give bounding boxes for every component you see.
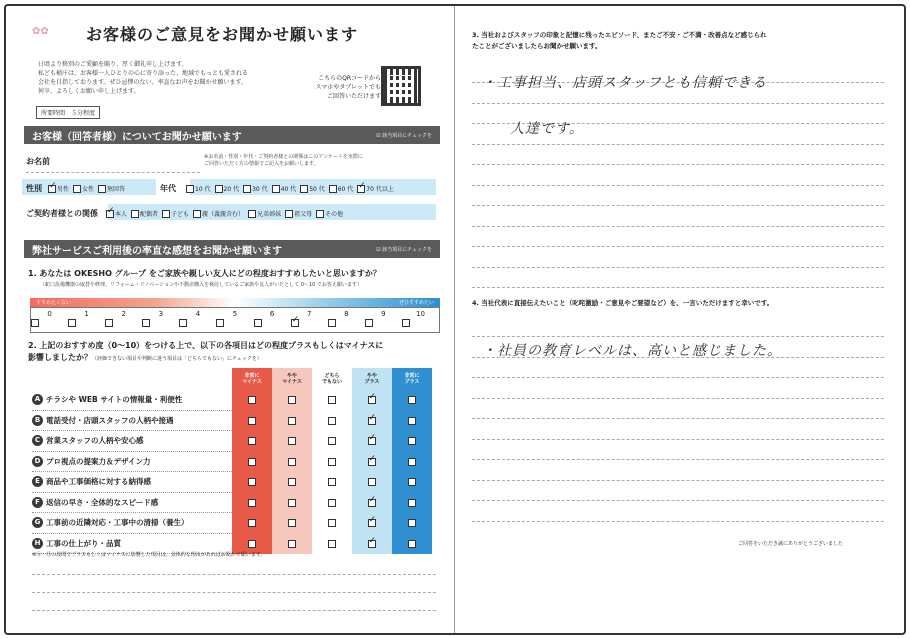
- age-row: [160, 183, 398, 194]
- answer-line[interactable]: [472, 377, 884, 378]
- checkbox[interactable]: [328, 437, 336, 445]
- logo-icon: ✿✿: [32, 26, 49, 37]
- question1-text: 1. あなたは OKESHO グループ をご家族や親しい友人にどの程度おすすめしたいと思いますか？: [28, 269, 381, 278]
- thanks-text: ご回答をいただき誠にありがとうございました: [738, 541, 844, 547]
- rating-cell: [312, 472, 352, 493]
- checkbox[interactable]: [248, 499, 256, 507]
- checkbox[interactable]: [131, 210, 139, 218]
- checkbox[interactable]: [408, 478, 416, 486]
- age-option-70plus[interactable]: [357, 184, 394, 193]
- checkbox[interactable]: [243, 185, 251, 193]
- section2-title: 弊社サービスご利用後の率直な感想をお聞かせ願います: [32, 245, 282, 257]
- rating-cell: [272, 472, 312, 493]
- checkbox[interactable]: [254, 319, 262, 327]
- scale-number: 1: [84, 310, 89, 318]
- checkbox[interactable]: [408, 396, 416, 404]
- question2-text: [28, 340, 438, 365]
- check-note-text: 該当項目にチェックを: [382, 246, 432, 253]
- relation-option[interactable]: [248, 209, 281, 218]
- option-label: 50 代: [309, 186, 325, 193]
- rating-item: [32, 411, 232, 432]
- relation-option[interactable]: [162, 209, 189, 218]
- rating-cell: [312, 431, 352, 452]
- rating-cell: [232, 472, 272, 493]
- section1-title: お客様（回答者様）についてお聞かせ願います: [32, 131, 242, 143]
- scale-number: 9: [381, 310, 386, 318]
- scale-number: 5: [232, 310, 238, 318]
- rating-cell: [272, 411, 312, 432]
- name-label: お名前: [26, 157, 50, 166]
- answer-line[interactable]: [472, 103, 884, 104]
- checkbox[interactable]: [368, 540, 376, 548]
- column-plus: やや プラス: [352, 368, 392, 390]
- checkbox[interactable]: [368, 478, 376, 486]
- answer-line[interactable]: [472, 185, 884, 186]
- rating-cell: [272, 390, 312, 411]
- answer-line[interactable]: [472, 267, 884, 268]
- question1-subtext: （蛇口設備機器の取替や修理、リフォーム・リノベーションや不動産購入を検討しているご家族や友人がいたとして 0〜10 でお答え願います）: [40, 282, 362, 288]
- option-label: 配偶者: [140, 211, 159, 218]
- answer-line[interactable]: [472, 336, 884, 337]
- age-option[interactable]: [329, 184, 354, 193]
- rating-item: [32, 390, 232, 411]
- rating-table-body: [32, 390, 432, 554]
- checkbox[interactable]: [216, 319, 224, 327]
- answer-line[interactable]: [472, 480, 884, 481]
- checkbox[interactable]: [300, 185, 308, 193]
- checkbox[interactable]: [365, 319, 373, 327]
- scale-option-3[interactable]: [142, 308, 179, 332]
- rating-cell: [312, 390, 352, 411]
- item-label: 工事前の近隣対応・工事中の清掃（養生）: [46, 518, 189, 528]
- item-badge: D: [32, 456, 43, 467]
- scale-number: 6: [269, 310, 275, 318]
- gender-option-none[interactable]: [98, 184, 125, 193]
- checkbox[interactable]: [248, 540, 256, 548]
- rating-cell: [272, 534, 312, 555]
- gender-label: 性別: [26, 184, 42, 193]
- checkbox[interactable]: [73, 185, 81, 193]
- checkbox[interactable]: [179, 319, 187, 327]
- option-label: その他: [325, 211, 344, 218]
- checkbox[interactable]: [402, 319, 410, 327]
- checkbox[interactable]: [328, 478, 336, 486]
- checkbox[interactable]: [368, 499, 376, 507]
- name-note: [204, 154, 440, 168]
- section2-footnote: ※Ⓐ〜Ⓗの設問でプラスもしくはマイナスに影響した項目は、具体的な理由があればお聞かせ願います。: [32, 552, 266, 558]
- rating-cell: [232, 493, 272, 514]
- checkbox[interactable]: [68, 319, 76, 327]
- checkbox[interactable]: [368, 396, 376, 404]
- rating-cell: [272, 513, 312, 534]
- table-row: [32, 431, 432, 452]
- item-badge: A: [32, 394, 43, 405]
- reason-line[interactable]: [32, 610, 436, 611]
- option-label: 70 代以上: [366, 186, 394, 193]
- item-label: チラシや WEB サイトの情報量・利便性: [46, 395, 183, 405]
- age-option[interactable]: [186, 184, 211, 193]
- scale-option-6[interactable]: [254, 308, 291, 332]
- qr-caption-line: ご回答いただけます: [326, 93, 381, 100]
- question3-text: [472, 30, 884, 52]
- item-badge: E: [32, 476, 43, 487]
- option-label: 20 代: [223, 186, 240, 193]
- checkbox[interactable]: [288, 540, 296, 548]
- answer-line[interactable]: [472, 418, 884, 419]
- question2-note: （評価できない項目や判断に迷う項目は「どちらでもない」にチェックを）: [92, 356, 262, 362]
- rating-cell: [352, 493, 392, 514]
- page-title: お客様のご意見をお聞かせ願います: [86, 25, 359, 44]
- check-note-text: 該当項目にチェックを: [382, 132, 432, 139]
- rating-cell: [232, 390, 272, 411]
- checkbox[interactable]: [357, 185, 365, 193]
- checkbox[interactable]: [408, 458, 416, 466]
- age-label: 年代: [160, 184, 176, 193]
- option-label: 本人: [115, 211, 128, 218]
- option-label: 女性: [82, 186, 95, 193]
- checkbox[interactable]: [328, 540, 336, 548]
- rating-cell: [352, 390, 392, 411]
- recommend-scale: [30, 307, 440, 333]
- relation-option[interactable]: [131, 209, 158, 218]
- scale-number: 8: [344, 310, 349, 318]
- scale-option-9[interactable]: [365, 308, 402, 332]
- answer-line[interactable]: [472, 439, 884, 440]
- option-label: 無回答: [107, 186, 126, 193]
- age-option[interactable]: [243, 184, 268, 193]
- name-field[interactable]: [26, 172, 200, 173]
- rating-cell: [352, 513, 392, 534]
- relation-row: [26, 208, 347, 219]
- rating-cell: [352, 411, 392, 432]
- checkbox[interactable]: [48, 185, 56, 193]
- checkbox[interactable]: [248, 437, 256, 445]
- checkbox[interactable]: [316, 210, 324, 218]
- scale-option-4[interactable]: [179, 308, 216, 332]
- option-label: 40 代: [280, 186, 297, 193]
- question2-line2-wrap: [28, 352, 438, 365]
- item-label: 電話受付・店頭スタッフの人柄や接遇: [46, 415, 174, 425]
- checkbox[interactable]: [248, 519, 256, 527]
- item-badge: G: [32, 517, 43, 528]
- table-row: [32, 411, 432, 432]
- checkbox[interactable]: [248, 417, 256, 425]
- scale-right-label: ぜひすすめたい: [398, 300, 434, 306]
- question3-answer-line1: ・工事担当、店頭スタッフとも信頼できる: [482, 75, 767, 91]
- answer-line[interactable]: [472, 500, 884, 501]
- scale-option-0[interactable]: [31, 308, 68, 332]
- checkbox[interactable]: [162, 210, 170, 218]
- answer-line[interactable]: [472, 521, 884, 522]
- relation-option[interactable]: [316, 209, 343, 218]
- rating-cell: [392, 534, 432, 555]
- checkbox[interactable]: [328, 519, 336, 527]
- option-label: 兄弟姉妹: [257, 211, 282, 218]
- answer-line[interactable]: [472, 246, 884, 247]
- page-divider: [454, 6, 455, 633]
- answer-line[interactable]: [472, 459, 884, 460]
- intro-text: [38, 60, 298, 96]
- check-note: ☑ 該当項目にチェックを: [376, 132, 432, 139]
- question2-line2: 影響しましたか？: [28, 353, 92, 362]
- reason-line[interactable]: [32, 574, 436, 575]
- checkbox[interactable]: [288, 458, 296, 466]
- section2-header: [24, 240, 440, 258]
- checkbox[interactable]: [106, 210, 114, 218]
- scale-option-5[interactable]: [216, 308, 253, 332]
- gender-row: [26, 183, 129, 194]
- answer-line[interactable]: [472, 164, 884, 165]
- rating-cell: [352, 534, 392, 555]
- rating-table-header: [32, 368, 432, 390]
- qr-caption-line: スマホやタブレットでも: [315, 84, 381, 91]
- question2-line1: 2. 上記のおすすめ度（0〜10）をつける上で、以下の各項目はどの程度プラスもしくはマイナスに: [28, 341, 384, 350]
- qr-caption-line: こちらのQRコードから: [318, 75, 381, 82]
- option-label: 祖父母: [294, 211, 313, 218]
- column-neutral: どちら でもない: [312, 368, 352, 390]
- intro-line: 日頃より格別のご愛顧を賜り、厚く御礼申し上げます。: [38, 61, 188, 68]
- rating-item: [32, 431, 232, 452]
- item-badge: C: [32, 435, 43, 446]
- checkbox[interactable]: [408, 519, 416, 527]
- checkbox[interactable]: [248, 478, 256, 486]
- rating-cell: [272, 452, 312, 473]
- scale-number: 2: [121, 310, 126, 318]
- checkbox[interactable]: [272, 185, 280, 193]
- scale-left-label: すすめたくない: [36, 300, 72, 306]
- rating-item: [32, 452, 232, 473]
- checkbox[interactable]: [248, 396, 256, 404]
- item-label: プロ視点の提案力＆デザイン力: [46, 456, 151, 466]
- item-label: 商品や工事価格に対する納得感: [46, 477, 151, 487]
- scale-number: 10: [416, 310, 425, 318]
- checkbox[interactable]: [368, 458, 376, 466]
- rating-cell: [312, 452, 352, 473]
- question3-line2: たことがございましたらお聞かせ願います。: [472, 42, 602, 50]
- item-badge: F: [32, 497, 43, 508]
- checkbox[interactable]: [248, 458, 256, 466]
- scale-number: 0: [47, 310, 52, 318]
- rating-cell: [352, 431, 392, 452]
- rating-cell: [392, 472, 432, 493]
- checkbox[interactable]: [328, 499, 336, 507]
- name-note-line: ※お名前・性別・年代・ご契約者様との関係はこのアンケートを実際に: [204, 154, 363, 160]
- answer-line[interactable]: [472, 205, 884, 206]
- checkbox[interactable]: [368, 437, 376, 445]
- checkbox[interactable]: [408, 499, 416, 507]
- checkbox[interactable]: [291, 319, 299, 327]
- rating-cell: [272, 493, 312, 514]
- rating-cell: [312, 411, 352, 432]
- scale-option-8[interactable]: [328, 308, 365, 332]
- time-estimate: 所要時間 ５分程度: [36, 106, 100, 119]
- checkbox[interactable]: [408, 417, 416, 425]
- rating-item: [32, 472, 232, 493]
- table-row: [32, 390, 432, 411]
- checkbox[interactable]: [328, 458, 336, 466]
- intro-line: 何卒、よろしくお願い申し上げます。: [38, 88, 140, 95]
- checkbox[interactable]: [288, 478, 296, 486]
- scale-option-10[interactable]: [402, 308, 439, 332]
- reason-line[interactable]: [32, 592, 436, 593]
- table-row: [32, 472, 432, 493]
- answer-line[interactable]: [472, 144, 884, 145]
- rating-cell: [232, 431, 272, 452]
- qr-caption: [301, 74, 381, 101]
- checkbox[interactable]: [142, 319, 150, 327]
- checkbox[interactable]: [288, 499, 296, 507]
- checkbox[interactable]: [288, 417, 296, 425]
- item-label: 返信の早さ・全体的なスピード感: [46, 497, 159, 507]
- table-row: [32, 513, 432, 534]
- checkbox[interactable]: [328, 417, 336, 425]
- question4-text: 4. 当社代表に直接伝えたいこと（叱咤激励・ご意見やご要望など）を、一言いただけますと幸いです。: [472, 299, 774, 307]
- intro-line: 私ども桶庄は、お客様一人ひとりの心に寄り添った、地域でもっとも愛される: [38, 70, 249, 77]
- age-option[interactable]: [272, 184, 297, 193]
- checkbox[interactable]: [328, 396, 336, 404]
- age-option[interactable]: [300, 184, 325, 193]
- checkbox[interactable]: [215, 185, 223, 193]
- checkbox[interactable]: [408, 437, 416, 445]
- answer-line[interactable]: [472, 287, 884, 288]
- name-note-line: ご回答いただく方の情報でご記入をお願いします。: [204, 161, 319, 167]
- question4-answer: ・社員の教育レベルは、高いと感じました。: [482, 343, 782, 359]
- column-minus: やや マイナス: [272, 368, 312, 390]
- rating-cell: [392, 493, 432, 514]
- checkbox[interactable]: [288, 437, 296, 445]
- checkbox[interactable]: [285, 210, 293, 218]
- gender-option-male[interactable]: [48, 184, 69, 193]
- relation-option-self[interactable]: [106, 209, 127, 218]
- rating-cell: [312, 493, 352, 514]
- rating-table: [32, 368, 432, 554]
- option-label: 10 代: [195, 186, 211, 193]
- checkbox[interactable]: [105, 319, 113, 327]
- checkbox[interactable]: [328, 319, 336, 327]
- intro-line: 会社を目指しております。ぜひ忌憚のない、率直なお声をお聞かせ願います。: [38, 79, 248, 86]
- relation-option[interactable]: [285, 209, 312, 218]
- table-row: [32, 493, 432, 514]
- header-spacer: [32, 368, 232, 390]
- option-label: 男性: [57, 186, 70, 193]
- scale-option-1[interactable]: [68, 308, 105, 332]
- checkbox[interactable]: [408, 540, 416, 548]
- checkbox[interactable]: [288, 519, 296, 527]
- item-badge: B: [32, 415, 43, 426]
- scale-number: 7: [306, 310, 312, 318]
- checkbox[interactable]: [329, 185, 337, 193]
- scale-option-7[interactable]: [291, 308, 328, 332]
- option-label: 60 代: [337, 186, 354, 193]
- answer-line[interactable]: [472, 226, 884, 227]
- rating-cell: [232, 452, 272, 473]
- relation-option[interactable]: [193, 209, 244, 218]
- item-label: 営業スタッフの人柄や安心感: [46, 436, 144, 446]
- checkbox[interactable]: [248, 210, 256, 218]
- checkbox[interactable]: [193, 210, 201, 218]
- option-label: 30 代: [252, 186, 268, 193]
- rating-cell: [392, 431, 432, 452]
- table-row: [32, 452, 432, 473]
- rating-cell: [312, 513, 352, 534]
- rating-cell: [312, 534, 352, 555]
- rating-item: [32, 493, 232, 514]
- column-very-minus: 非常に マイナス: [232, 368, 272, 390]
- relation-label: ご契約者様との関係: [26, 209, 98, 218]
- gender-option-female[interactable]: [73, 184, 94, 193]
- scale-option-2[interactable]: [105, 308, 142, 332]
- scale-number: 3: [158, 310, 164, 318]
- column-very-plus: 非常に プラス: [392, 368, 432, 390]
- section1-header: [24, 126, 440, 144]
- checkbox[interactable]: [288, 396, 296, 404]
- checkbox[interactable]: [368, 519, 376, 527]
- question3-answer-line2: 人達です。: [510, 121, 584, 137]
- rating-cell: [392, 513, 432, 534]
- qr-code-icon[interactable]: [381, 66, 421, 106]
- rating-cell: [392, 452, 432, 473]
- rating-cell: [352, 472, 392, 493]
- checkbox[interactable]: [186, 185, 194, 193]
- recommend-scale-bar: [30, 298, 440, 307]
- rating-cell: [352, 452, 392, 473]
- item-badge: H: [32, 538, 43, 549]
- rating-cell: [272, 431, 312, 452]
- checkbox[interactable]: [31, 319, 39, 327]
- rating-item: [32, 513, 232, 534]
- rating-cell: [232, 411, 272, 432]
- question3-line1: 3. 当社およびスタッフの印象と記憶に残ったエピソード、またご不安・ご不満・改善点など感じられ: [472, 31, 767, 39]
- scale-number: 4: [195, 310, 201, 318]
- rating-cell: [392, 411, 432, 432]
- rating-cell: [392, 390, 432, 411]
- option-label: 親（義親含む）: [202, 211, 245, 218]
- check-note: ☑ 該当項目にチェックを: [376, 246, 432, 253]
- option-label: 子ども: [171, 211, 190, 218]
- checkbox[interactable]: [98, 185, 106, 193]
- rating-cell: [232, 513, 272, 534]
- item-label: 工事の仕上がり・品質: [46, 538, 121, 548]
- checkbox[interactable]: [368, 417, 376, 425]
- age-option[interactable]: [215, 184, 240, 193]
- answer-line[interactable]: [472, 398, 884, 399]
